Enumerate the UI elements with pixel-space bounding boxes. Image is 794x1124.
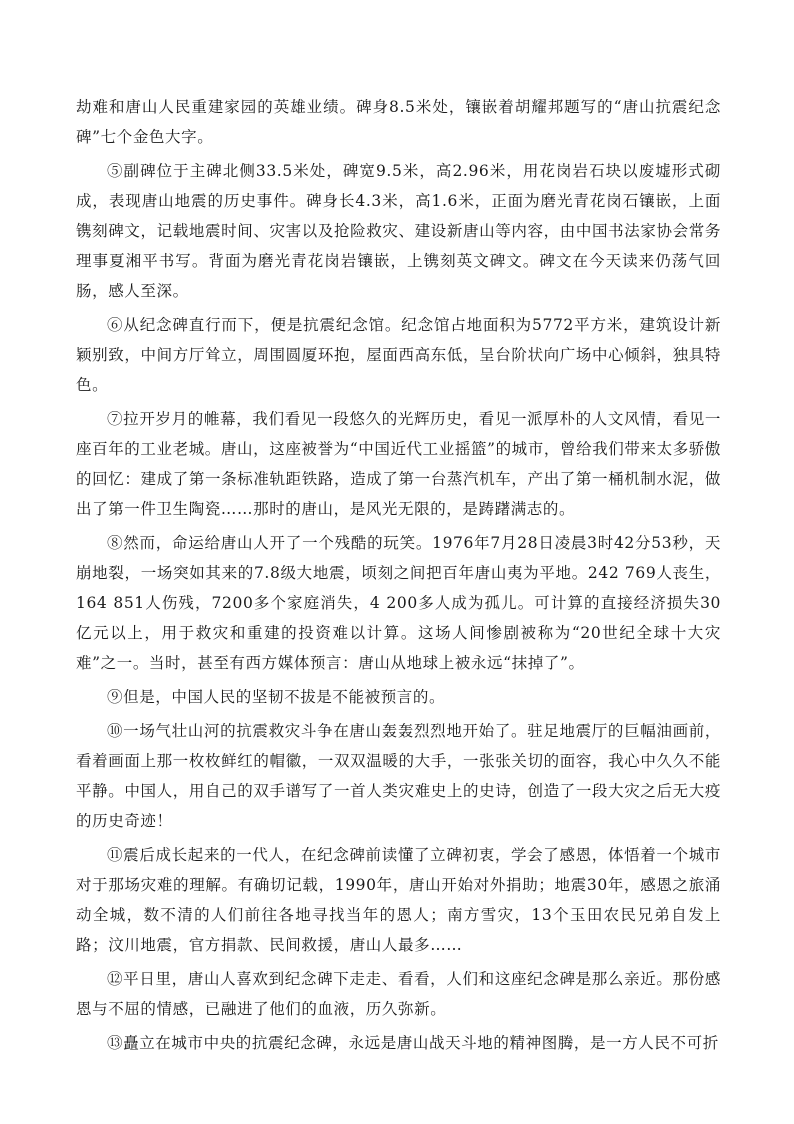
article-body: [76, 92, 721, 1062]
paragraph-13: ⑬矗立在城市中央的抗震纪念碑，永远是唐山战天斗地的精神图腾，是一方人民不可折: [107, 1034, 719, 1052]
paragraph-4-continued: 劫难和唐山人民重建家园的英雄业绩。碑身8.5米处，镶嵌着胡耀邦题写的“唐山抗震纪念碑”七个金色大字。: [76, 98, 721, 146]
paragraph-9: ⑨但是，中国人民的坚韧不拔是不能被预言的。: [107, 688, 446, 706]
paragraph-10: ⑩一场气壮山河的抗震救灾斗争在唐山轰轰烈烈地开始了。驻足地震厅的巨幅油画前，看着画面上那一枚枚鲜红的帽徽，一双双温暖的大手，一张张关切的面容，我心中久久不能平静。中国人，用自己的双手谱写了一首人类灾难史上的史诗，创造了一段大灾之后无大疫的历史奇迹！: [76, 722, 721, 830]
paragraph-6: ⑥从纪念碑直行而下，便是抗震纪念馆。纪念馆占地面积为5772平方米，建筑设计新颖别致，中间方厅耸立，周围圆厦环抱，屋面西高东低，呈台阶状向广场中心倾斜，独具特色。: [76, 316, 721, 394]
paragraph-11: ⑪震后成长起来的一代人，在纪念碑前读懂了立碑初衷，学会了感恩，体悟着一个城市对于那场灾难的理解。有确切记载，1990年，唐山开始对外捐助；地震30年，感恩之旅涌动全城，数不清的人们前往各地寻找当年的恩人；南方雪灾，13个玉田农民兄弟自发上路；汶川地震，官方捐款、民间救援，唐山人最多……: [76, 846, 721, 954]
paragraph-7: ⑦拉开岁月的帷幕，我们看见一段悠久的光辉历史，看见一派厚朴的人文风情，看见一座百年的工业老城。唐山，这座被誉为“中国近代工业摇篮”的城市，曾给我们带来太多骄傲的回忆：建成了第一条标准轨距铁路，造成了第一台蒸汽机车，产出了第一桶机制水泥，做出了第一件卫生陶瓷……那时的唐山，是风光无限的，是踌躇满志的。: [76, 410, 721, 518]
paragraph-8: ⑧然而，命运给唐山人开了一个残酷的玩笑。1976年7月28日凌晨3时42分53秒，天崩地裂，一场突如其来的7.8级大地震，顷刻之间把百年唐山夷为平地。242 769人丧生，164 851人伤残，7200多个家庭消失，4 200多人成为孤儿。可计算的直接经济损失30亿元以上，用于救灾和重建的投资难以计算。这场人间惨剧被称为“20世纪全球十大灾难”之一。当时，甚至有西方媒体预言：唐山从地球上被永远“抹掉了”。: [76, 534, 721, 672]
paragraph-12: ⑫平日里，唐山人喜欢到纪念碑下走走、看看，人们和这座纪念碑是那么亲近。那份感恩与不屈的情感，已融进了他们的血液，历久弥新。: [76, 970, 721, 1018]
paragraph-5: ⑤副碑位于主碑北侧33.5米处，碑宽9.5米，高2.96米，用花岗岩石块以废墟形式砌成，表现唐山地震的历史事件。碑身长4.3米，高1.6米，正面为磨光青花岗石镶嵌，上面镌刻碑文，记载地震时间、灾害以及抢险救灾、建设新唐山等内容，由中国书法家协会常务理事夏湘平书写。背面为磨光青花岗岩镶嵌，上镌刻英文碑文。碑文在今天读来仍荡气回肠，感人至深。: [76, 162, 721, 300]
